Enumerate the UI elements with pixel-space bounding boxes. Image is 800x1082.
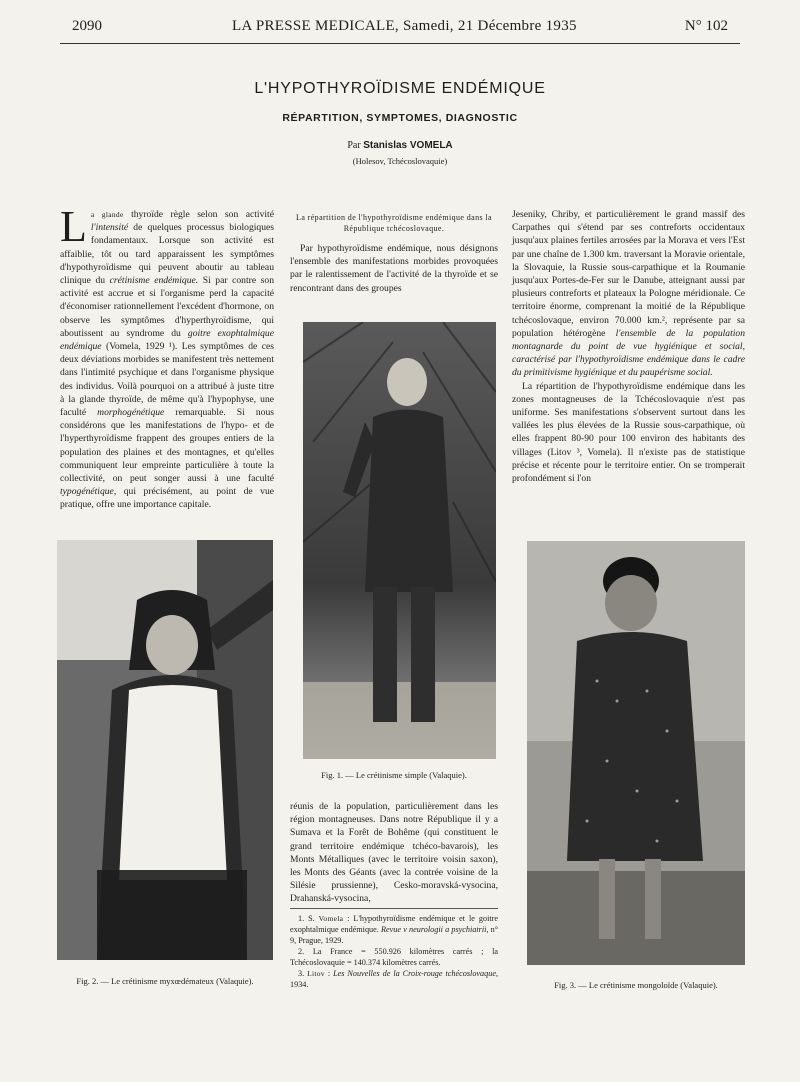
text-run: , n° 9, Prague, 1929.: [290, 925, 499, 945]
italic-run: Les Nouvelles de la Croix-rouge tchécoslovaque: [333, 969, 496, 978]
figure-3-caption: Fig. 3. — Le crétinisme mongoloïde (Valaquie).: [554, 980, 718, 990]
text-run: remarquable. Si nous considérons que les manifestations de l'hypo- et de l'hyperthyroïdisme frappent des groupes entiers de la population des plaines et des montagnes, et qu'elles communiquent leur empreinte particulière à toute la collectivité, on peut songer aussi à une faculté: [60, 407, 274, 485]
drop-cap: L: [60, 202, 87, 251]
header-rule: [60, 43, 740, 44]
paragraph: [512, 208, 745, 380]
italic-run: morphogénétique: [97, 407, 165, 419]
running-header: [72, 18, 728, 42]
figure-1-photo: [303, 322, 496, 759]
author-affiliation: (Holesov, Tchécoslovaquie): [352, 156, 448, 166]
author-name: Stanislas VOMELA: [363, 140, 453, 151]
figure-2-caption: Fig. 2. — Le crétinisme myxœdémateux (Valaquie).: [76, 976, 254, 986]
byline: [0, 140, 800, 151]
smallcaps-lead: a glande: [90, 210, 124, 219]
smallcaps-name: Vomela: [318, 914, 344, 923]
italic-run: goitre exophtalmique endémique: [60, 327, 274, 353]
text-run: , 1934.: [290, 969, 499, 989]
intro-paragraph: [60, 202, 274, 512]
text-run: Si par contre son activité est accrue et si l'organisme perd la capacité d'économiser rationnellement l'excédent d'hormone, on observe les symptômes d'hyperthyroïdisme, qui aboutissent au syndrome du: [60, 275, 274, 339]
column-2: [290, 212, 498, 295]
text-run: 1. S.: [298, 914, 319, 923]
journal-line: LA PRESSE MEDICALE, Samedi, 21 Décembre 1935: [232, 18, 577, 34]
figure-1-caption: Fig. 1. — Le crétinisme simple (Valaquie).: [321, 770, 467, 780]
page-number: 2090: [72, 18, 102, 34]
section-heading: La répartition de l'hypothyroïdisme endémique dans la République tchécoslovaque.: [296, 213, 492, 233]
text-run: (Vomela, 1929 ¹). Les symptômes de ces deux déviations morbides se manifestent très nettement dans l'intimité psychique et dans l'organisme physique des individus. Voilà pourquoi on a attribué à juste titre à la glande thyroïde, de même qu'à l'hypophyse, une faculté: [60, 341, 274, 419]
text-run: Jeseniky, Chriby, et particulièrement le grand massif des Carpathes qui s'étend par ses contreforts occidentaux jusqu'aux plaines fertiles arrosées par la Morava et vers l'Est par une chaîne de 1.300 km. traversant la Moravie orientale, la Slovaquie, la Russie sous-carpathique et la Roumanie jusqu'aux Portes-de-Fer sur le Danube, atteignant aussi par plusieurs contreforts et plateaux la Pologne méridionale. Ce territoire énorme, comprenant la moitié de la République tchécoslovaque, environ 70.000 km.², représente par sa population hétérogène: [512, 209, 745, 339]
text-run: , qui précisément, au point de vue pratique, offre une importance capitale.: [60, 486, 274, 511]
smallcaps-name: Litov: [307, 969, 325, 978]
footnote-3: [290, 968, 498, 990]
column-1: [60, 202, 274, 512]
author-prefix: Par: [347, 140, 361, 151]
italic-run: Revue v neurologii a psychiatrii: [381, 925, 487, 934]
text-run: : L'hypothyroïdisme endémique et le goitre exophtalmique endémique.: [290, 914, 498, 934]
figure-2-photo: [57, 540, 273, 960]
issue-number: N° 102: [684, 18, 728, 34]
paragraph: Par hypothyroïdisme endémique, nous désignons l'ensemble des manifestations morbides provoquées par le ralentissement de l'activité de la thyroïde et se rencontrant dans des groupes: [290, 243, 498, 294]
italic-run: l'ensemble de la population montagnarde du point de vue hygiénique et social, caractérisé par l'hypothyroïdisme endémique dans le cadre du primitivisme hygiénique et du paupérisme social.: [512, 327, 745, 379]
paragraph: La répartition de l'hypothyroïdisme endémique dans les zones montagneuses de la Tchécoslovaquie n'est pas uniforme. Ses manifestations s'observent surtout dans les vallées les plus élevées de la Russie sous-carpathique, où elles frappent 80-90 pour 100 environ des habitants des villages (Litov ³, Vomela). Il n'existe pas de statistique précise et récente pour le territoire entier. On se tromperait profondément si l'on: [512, 380, 745, 485]
italic-run: crétinisme endémique.: [109, 275, 199, 287]
footnote-rule: [290, 908, 498, 909]
text-run: 3.: [298, 969, 308, 978]
footnote-1: [290, 913, 498, 946]
article-subtitle: RÉPARTITION, SYMPTOMES, DIAGNOSTIC: [282, 112, 518, 124]
text-run: thyroïde règle selon son activité: [123, 209, 274, 220]
footnotes: [290, 913, 498, 990]
article-title: L'HYPOTHYROÏDISME ENDÉMIQUE: [254, 80, 546, 97]
footnote-2: 2. La France = 550.926 kilomètres carrés ; la Tchécoslovaquie = 140.374 kilomètres carrés.: [290, 947, 498, 967]
column-2-continued: [290, 800, 498, 906]
text-run: de quelques processus biologiques fondamentaux. Lorsque son activité est affaiblie, tôt ou tard apparaissent les symptômes d'hypothyroïdisme qui peuvent aboutir au tableau clinique du: [60, 222, 274, 287]
paragraph: réunis de la population, particulièrement dans les région montagneuses. Dans notre République il y a Sumava et la Forêt de Bohême (qui constituent le grand territoire endémique tchéco-bavarois), les Monts Métalliques (avec le territoire voisin saxon), les Monts des Géants (avec la contrée voisine de la Silésie prussienne), Cesko-moravská-vysocina, Drahanská-vysocina,: [290, 801, 498, 905]
italic-run: l'intensité: [90, 222, 129, 234]
figure-3-photo: [527, 541, 745, 965]
column-3: [512, 208, 745, 485]
text-run: :: [324, 969, 334, 978]
italic-run: typogénétique: [60, 486, 114, 498]
